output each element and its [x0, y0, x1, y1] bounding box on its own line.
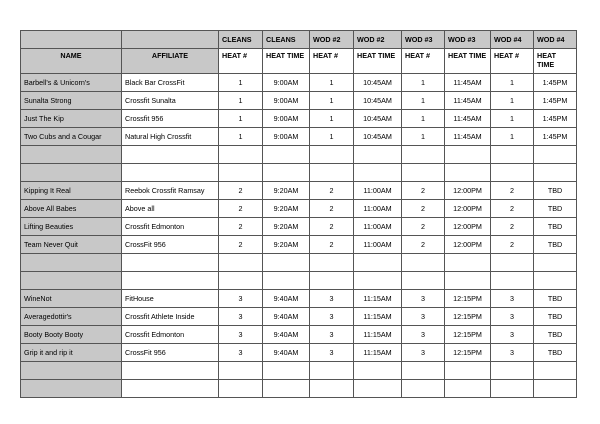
cell-wod4-time[interactable] — [534, 362, 577, 380]
cell-wod3-time[interactable]: 11:45AM — [445, 128, 491, 146]
cell-name[interactable]: Booty Booty Booty — [21, 326, 122, 344]
cell-wod4-time[interactable]: 1:45PM — [534, 74, 577, 92]
cell-wod3-time[interactable]: 11:45AM — [445, 74, 491, 92]
event-header-cell[interactable] — [21, 31, 122, 49]
cell-affiliate[interactable]: FitHouse — [122, 290, 219, 308]
cell-wod2-heat[interactable]: 2 — [310, 200, 354, 218]
cell-wod4-heat[interactable]: 3 — [491, 290, 534, 308]
cell-wod3-time[interactable]: 12:15PM — [445, 344, 491, 362]
cell-cleans-time[interactable]: 9:40AM — [263, 308, 310, 326]
header-row-events — [21, 31, 577, 49]
cell-wod3-heat[interactable]: 3 — [402, 308, 445, 326]
cell-wod2-heat[interactable]: 3 — [310, 308, 354, 326]
cell-wod3-time[interactable]: 11:45AM — [445, 110, 491, 128]
heat-schedule-table — [20, 30, 577, 398]
cell-name[interactable]: Kipping It Real — [21, 182, 122, 200]
cell-cleans-time[interactable]: 9:20AM — [263, 200, 310, 218]
cell-wod2-time[interactable]: 11:15AM — [354, 308, 402, 326]
cell-wod2-time[interactable]: 11:15AM — [354, 290, 402, 308]
cell-wod3-time[interactable]: 12:15PM — [445, 326, 491, 344]
column-header-cell[interactable]: HEAT # — [219, 49, 263, 74]
cell-wod2-time[interactable]: 11:15AM — [354, 326, 402, 344]
cell-name[interactable]: Averagedottir's — [21, 308, 122, 326]
column-header-cell[interactable]: HEAT TIME — [445, 49, 491, 74]
cell-wod2-heat[interactable] — [310, 362, 354, 380]
cell-wod4-time[interactable]: TBD — [534, 218, 577, 236]
cell-affiliate[interactable]: Crossfit Sunalta — [122, 92, 219, 110]
table-row — [21, 254, 577, 272]
event-header-cell[interactable]: WOD #2 — [310, 31, 354, 49]
cell-wod2-heat[interactable] — [310, 272, 354, 290]
cell-wod4-heat[interactable] — [491, 380, 534, 398]
cell-name[interactable] — [21, 380, 122, 398]
cell-cleans-heat[interactable]: 1 — [219, 110, 263, 128]
column-header-cell[interactable]: HEAT TIME — [354, 49, 402, 74]
cell-wod2-time[interactable] — [354, 146, 402, 164]
cell-affiliate[interactable]: CrossFit 956 — [122, 236, 219, 254]
event-header-cell[interactable]: WOD #3 — [445, 31, 491, 49]
cell-wod3-heat[interactable] — [402, 272, 445, 290]
cell-wod3-heat[interactable] — [402, 254, 445, 272]
cell-affiliate[interactable]: CrossFit 956 — [122, 344, 219, 362]
cell-name[interactable]: Grip it and rip it — [21, 344, 122, 362]
cell-cleans-time[interactable] — [263, 362, 310, 380]
cell-wod4-heat[interactable] — [491, 146, 534, 164]
cell-wod3-heat[interactable]: 2 — [402, 200, 445, 218]
cell-cleans-heat[interactable] — [219, 380, 263, 398]
table-body — [21, 31, 577, 398]
cell-cleans-heat[interactable]: 2 — [219, 236, 263, 254]
cell-wod3-heat[interactable] — [402, 362, 445, 380]
cell-name[interactable]: Just The Kip — [21, 110, 122, 128]
cell-cleans-heat[interactable] — [219, 254, 263, 272]
cell-affiliate[interactable]: Black Bar CrossFit — [122, 74, 219, 92]
cell-cleans-heat[interactable]: 3 — [219, 308, 263, 326]
cell-wod2-heat[interactable]: 1 — [310, 92, 354, 110]
cell-wod3-time[interactable]: 12:00PM — [445, 236, 491, 254]
table-row — [21, 272, 577, 290]
table-row — [21, 74, 577, 92]
cell-wod2-time[interactable]: 10:45AM — [354, 74, 402, 92]
cell-wod3-heat[interactable]: 3 — [402, 344, 445, 362]
table-row — [21, 128, 577, 146]
cell-cleans-time[interactable]: 9:00AM — [263, 92, 310, 110]
cell-cleans-heat[interactable] — [219, 164, 263, 182]
cell-wod3-heat[interactable]: 3 — [402, 326, 445, 344]
event-header-cell[interactable]: CLEANS — [263, 31, 310, 49]
cell-cleans-time[interactable]: 9:20AM — [263, 236, 310, 254]
cell-name[interactable] — [21, 146, 122, 164]
cell-wod2-time[interactable]: 11:00AM — [354, 182, 402, 200]
cell-wod2-heat[interactable]: 3 — [310, 326, 354, 344]
cell-affiliate[interactable] — [122, 146, 219, 164]
cell-wod2-heat[interactable]: 1 — [310, 74, 354, 92]
cell-wod4-time[interactable]: TBD — [534, 344, 577, 362]
cell-cleans-heat[interactable]: 2 — [219, 200, 263, 218]
cell-cleans-time[interactable] — [263, 164, 310, 182]
cell-wod2-heat[interactable]: 3 — [310, 344, 354, 362]
cell-cleans-heat[interactable] — [219, 272, 263, 290]
cell-wod3-heat[interactable]: 1 — [402, 74, 445, 92]
cell-wod4-time[interactable]: TBD — [534, 326, 577, 344]
cell-wod3-time[interactable] — [445, 380, 491, 398]
cell-wod2-time[interactable]: 11:00AM — [354, 200, 402, 218]
cell-wod2-time[interactable]: 10:45AM — [354, 110, 402, 128]
event-header-cell[interactable]: WOD #3 — [402, 31, 445, 49]
cell-affiliate[interactable] — [122, 272, 219, 290]
cell-wod2-time[interactable]: 11:15AM — [354, 344, 402, 362]
cell-wod4-heat[interactable]: 1 — [491, 110, 534, 128]
cell-wod2-heat[interactable]: 2 — [310, 236, 354, 254]
cell-affiliate[interactable] — [122, 164, 219, 182]
cell-cleans-heat[interactable]: 1 — [219, 92, 263, 110]
table-row — [21, 362, 577, 380]
header-row-columns — [21, 49, 577, 74]
table-row — [21, 326, 577, 344]
column-header-cell[interactable]: AFFILIATE — [122, 49, 219, 74]
table-row — [21, 380, 577, 398]
cell-wod4-heat[interactable]: 2 — [491, 200, 534, 218]
cell-wod3-time[interactable]: 12:00PM — [445, 200, 491, 218]
cell-wod2-time[interactable] — [354, 164, 402, 182]
cell-wod3-time[interactable]: 11:45AM — [445, 92, 491, 110]
cell-wod4-heat[interactable]: 1 — [491, 74, 534, 92]
cell-affiliate[interactable]: Crossfit Edmonton — [122, 218, 219, 236]
event-header-cell[interactable]: CLEANS — [219, 31, 263, 49]
cell-wod4-heat[interactable] — [491, 272, 534, 290]
cell-wod2-heat[interactable] — [310, 254, 354, 272]
cell-affiliate[interactable]: Natural High Crossfit — [122, 128, 219, 146]
cell-wod3-time[interactable] — [445, 362, 491, 380]
cell-name[interactable]: Lifting Beauties — [21, 218, 122, 236]
cell-wod3-time[interactable] — [445, 164, 491, 182]
table-row — [21, 164, 577, 182]
cell-wod4-time[interactable] — [534, 272, 577, 290]
cell-cleans-heat[interactable]: 1 — [219, 128, 263, 146]
cell-wod4-heat[interactable]: 3 — [491, 326, 534, 344]
cell-wod4-heat[interactable]: 1 — [491, 128, 534, 146]
cell-wod4-heat[interactable]: 3 — [491, 344, 534, 362]
table-row — [21, 218, 577, 236]
cell-wod2-heat[interactable]: 2 — [310, 182, 354, 200]
cell-wod2-heat[interactable] — [310, 146, 354, 164]
cell-cleans-heat[interactable]: 3 — [219, 344, 263, 362]
cell-wod4-heat[interactable]: 2 — [491, 236, 534, 254]
column-header-cell[interactable]: HEAT # — [402, 49, 445, 74]
table-row — [21, 92, 577, 110]
cell-cleans-time[interactable]: 9:20AM — [263, 182, 310, 200]
cell-wod3-time[interactable] — [445, 272, 491, 290]
cell-wod4-time[interactable] — [534, 254, 577, 272]
cell-wod3-time[interactable]: 12:15PM — [445, 290, 491, 308]
cell-wod2-time[interactable]: 10:45AM — [354, 128, 402, 146]
table-row — [21, 290, 577, 308]
cell-name[interactable]: Above All Babes — [21, 200, 122, 218]
cell-wod4-time[interactable]: TBD — [534, 200, 577, 218]
cell-wod2-time[interactable] — [354, 254, 402, 272]
event-header-cell[interactable]: WOD #2 — [354, 31, 402, 49]
event-header-cell[interactable]: WOD #4 — [534, 31, 577, 49]
cell-cleans-heat[interactable]: 1 — [219, 74, 263, 92]
cell-affiliate[interactable]: Crossfit 956 — [122, 110, 219, 128]
cell-wod4-time[interactable]: 1:45PM — [534, 92, 577, 110]
cell-cleans-time[interactable]: 9:00AM — [263, 128, 310, 146]
cell-wod2-time[interactable] — [354, 380, 402, 398]
cell-wod2-time[interactable] — [354, 362, 402, 380]
cell-affiliate[interactable]: Crossfit Edmonton — [122, 326, 219, 344]
table-row — [21, 344, 577, 362]
cell-cleans-time[interactable]: 9:40AM — [263, 344, 310, 362]
cell-name[interactable]: Barbell's & Unicorn's — [21, 74, 122, 92]
cell-wod4-heat[interactable]: 2 — [491, 218, 534, 236]
cell-wod2-time[interactable]: 11:00AM — [354, 236, 402, 254]
cell-affiliate[interactable]: Reebok Crossfit Ramsay — [122, 182, 219, 200]
cell-wod4-heat[interactable] — [491, 164, 534, 182]
cell-wod4-heat[interactable] — [491, 362, 534, 380]
cell-wod4-heat[interactable] — [491, 254, 534, 272]
cell-wod4-time[interactable]: TBD — [534, 308, 577, 326]
table-row — [21, 146, 577, 164]
cell-wod2-heat[interactable]: 2 — [310, 218, 354, 236]
cell-wod2-heat[interactable]: 3 — [310, 290, 354, 308]
cell-wod3-time[interactable]: 12:00PM — [445, 218, 491, 236]
cell-cleans-time[interactable]: 9:00AM — [263, 74, 310, 92]
cell-wod3-heat[interactable]: 2 — [402, 218, 445, 236]
cell-wod3-heat[interactable]: 1 — [402, 110, 445, 128]
cell-name[interactable]: Team Never Quit — [21, 236, 122, 254]
cell-wod2-time[interactable]: 10:45AM — [354, 92, 402, 110]
cell-affiliate[interactable] — [122, 380, 219, 398]
cell-wod2-time[interactable] — [354, 272, 402, 290]
event-header-cell[interactable]: WOD #4 — [491, 31, 534, 49]
cell-cleans-time[interactable]: 9:20AM — [263, 218, 310, 236]
cell-wod4-heat[interactable]: 2 — [491, 182, 534, 200]
cell-name[interactable] — [21, 164, 122, 182]
cell-affiliate[interactable]: Crossfit Athlete Inside — [122, 308, 219, 326]
cell-wod2-heat[interactable]: 1 — [310, 110, 354, 128]
cell-name[interactable] — [21, 254, 122, 272]
cell-affiliate[interactable] — [122, 362, 219, 380]
cell-cleans-time[interactable]: 9:40AM — [263, 326, 310, 344]
cell-affiliate[interactable] — [122, 254, 219, 272]
cell-name[interactable]: Two Cubs and a Cougar — [21, 128, 122, 146]
table-row — [21, 308, 577, 326]
cell-wod3-heat[interactable]: 2 — [402, 182, 445, 200]
cell-cleans-time[interactable] — [263, 146, 310, 164]
cell-name[interactable] — [21, 362, 122, 380]
cell-wod2-heat[interactable]: 1 — [310, 128, 354, 146]
column-header-cell[interactable]: HEAT # — [310, 49, 354, 74]
cell-wod4-time[interactable] — [534, 146, 577, 164]
cell-wod3-time[interactable] — [445, 146, 491, 164]
table-row — [21, 182, 577, 200]
column-header-cell[interactable]: HEAT TIME — [534, 49, 577, 74]
cell-cleans-heat[interactable] — [219, 146, 263, 164]
cell-wod4-heat[interactable]: 1 — [491, 92, 534, 110]
cell-cleans-heat[interactable]: 2 — [219, 182, 263, 200]
cell-cleans-time[interactable] — [263, 272, 310, 290]
table-row — [21, 200, 577, 218]
cell-name[interactable]: Sunalta Strong — [21, 92, 122, 110]
cell-wod3-heat[interactable] — [402, 380, 445, 398]
event-header-cell[interactable] — [122, 31, 219, 49]
cell-wod4-heat[interactable]: 3 — [491, 308, 534, 326]
cell-wod3-heat[interactable] — [402, 146, 445, 164]
cell-name[interactable]: WineNot — [21, 290, 122, 308]
column-header-cell[interactable]: HEAT # — [491, 49, 534, 74]
cell-wod3-heat[interactable]: 3 — [402, 290, 445, 308]
cell-cleans-heat[interactable] — [219, 362, 263, 380]
cell-cleans-heat[interactable]: 3 — [219, 290, 263, 308]
cell-wod2-time[interactable]: 11:00AM — [354, 218, 402, 236]
table-row — [21, 110, 577, 128]
cell-wod4-time[interactable]: TBD — [534, 290, 577, 308]
table-row — [21, 236, 577, 254]
cell-wod3-heat[interactable]: 2 — [402, 236, 445, 254]
cell-wod3-time[interactable] — [445, 254, 491, 272]
cell-wod4-time[interactable] — [534, 380, 577, 398]
cell-cleans-heat[interactable]: 3 — [219, 326, 263, 344]
cell-cleans-time[interactable] — [263, 380, 310, 398]
cell-wod4-time[interactable]: 1:45PM — [534, 128, 577, 146]
cell-wod4-time[interactable]: TBD — [534, 236, 577, 254]
cell-affiliate[interactable]: Above all — [122, 200, 219, 218]
cell-wod3-heat[interactable]: 1 — [402, 128, 445, 146]
cell-wod2-heat[interactable] — [310, 164, 354, 182]
cell-wod4-time[interactable]: 1:45PM — [534, 110, 577, 128]
cell-wod3-heat[interactable]: 1 — [402, 92, 445, 110]
cell-cleans-time[interactable]: 9:40AM — [263, 290, 310, 308]
cell-wod3-heat[interactable] — [402, 164, 445, 182]
cell-cleans-time[interactable]: 9:00AM — [263, 110, 310, 128]
column-header-cell[interactable]: NAME — [21, 49, 122, 74]
cell-cleans-time[interactable] — [263, 254, 310, 272]
cell-name[interactable] — [21, 272, 122, 290]
cell-wod3-time[interactable]: 12:00PM — [445, 182, 491, 200]
cell-wod3-time[interactable]: 12:15PM — [445, 308, 491, 326]
cell-wod4-time[interactable]: TBD — [534, 182, 577, 200]
column-header-cell[interactable]: HEAT TIME — [263, 49, 310, 74]
cell-cleans-heat[interactable]: 2 — [219, 218, 263, 236]
cell-wod4-time[interactable] — [534, 164, 577, 182]
cell-wod2-heat[interactable] — [310, 380, 354, 398]
